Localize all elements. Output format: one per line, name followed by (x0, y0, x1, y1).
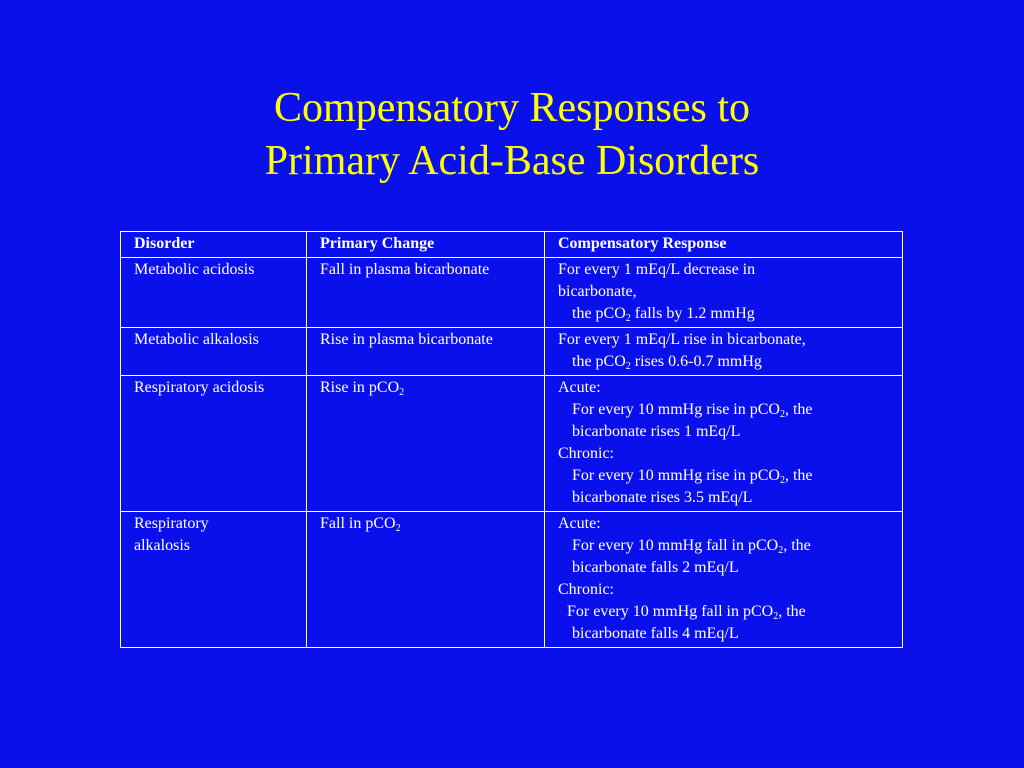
subscript: 2 (625, 313, 631, 324)
table-row (121, 258, 903, 328)
disorder-text: Metabolic acidosis (134, 261, 255, 278)
response-line: For every 1 mEq/L decrease in (558, 261, 756, 278)
primary-change-cell (307, 512, 545, 648)
disorder-text: Respiratory acidosis (134, 379, 265, 396)
disorder-cell (121, 512, 307, 648)
slide-title (0, 82, 1024, 188)
compensatory-response-cell (545, 512, 903, 648)
table-header-row (121, 232, 903, 258)
subscript: 2 (395, 523, 401, 534)
response-line: bicarbonate falls 4 mEq/L (572, 625, 739, 642)
slide-title-line-1: Compensatory Responses to (274, 85, 750, 131)
compensatory-response-table (120, 231, 903, 648)
table-body (121, 258, 903, 648)
compensatory-response-cell (545, 258, 903, 328)
response-line: Chronic: (558, 581, 614, 598)
response-line: For every 10 mmHg rise in pCO$_2$, the (572, 401, 813, 420)
response-line: bicarbonate rises 1 mEq/L (572, 423, 741, 440)
disorder-cell (121, 328, 307, 376)
disorder-text: alkalosis (134, 537, 190, 554)
disorder-cell (121, 376, 307, 512)
disorder-text: Respiratory (134, 515, 209, 532)
subscript: 2 (773, 611, 779, 622)
compensatory-response-cell (545, 328, 903, 376)
subscript: 2 (399, 387, 405, 398)
response-line: Chronic: (558, 445, 614, 462)
subscript: 2 (778, 545, 784, 556)
response-line: bicarbonate, (558, 283, 637, 300)
primary-change-text: Fall in pCO$_2$ (320, 515, 401, 534)
header-primary-change: Primary Change (307, 232, 545, 258)
compensatory-response-cell (545, 376, 903, 512)
subscript: 2 (779, 475, 785, 486)
table-row (121, 328, 903, 376)
table-row (121, 376, 903, 512)
subscript: 2 (625, 361, 631, 372)
primary-change-text: Fall in plasma bicarbonate (320, 261, 490, 278)
slide-title-line-2: Primary Acid-Base Disorders (264, 138, 760, 184)
header-compensatory-response: Compensatory Response (545, 232, 903, 258)
disorder-text: Metabolic alkalosis (134, 331, 259, 348)
response-line: Acute: (558, 379, 601, 396)
subscript: 2 (779, 409, 785, 420)
table-row (121, 512, 903, 648)
primary-change-text: Rise in pCO$_2$ (320, 379, 405, 398)
response-line: bicarbonate falls 2 mEq/L (572, 559, 739, 576)
primary-change-cell (307, 258, 545, 328)
response-line: For every 10 mmHg rise in pCO$_2$, the (572, 467, 813, 486)
response-line: For every 10 mmHg fall in pCO$_2$, the (567, 603, 806, 622)
primary-change-text: Rise in plasma bicarbonate (320, 331, 493, 348)
primary-change-cell (307, 376, 545, 512)
primary-change-cell (307, 328, 545, 376)
header-disorder: Disorder (121, 232, 307, 258)
disorder-cell (121, 258, 307, 328)
response-line: the pCO$_2$ rises 0.6-0.7 mmHg (572, 353, 762, 372)
response-line: bicarbonate rises 3.5 mEq/L (572, 489, 753, 506)
response-line: For every 1 mEq/L rise in bicarbonate, (558, 331, 806, 348)
response-line: the pCO$_2$ falls by 1.2 mmHg (572, 305, 755, 324)
response-line: Acute: (558, 515, 601, 532)
response-line: For every 10 mmHg fall in pCO$_2$, the (572, 537, 811, 556)
